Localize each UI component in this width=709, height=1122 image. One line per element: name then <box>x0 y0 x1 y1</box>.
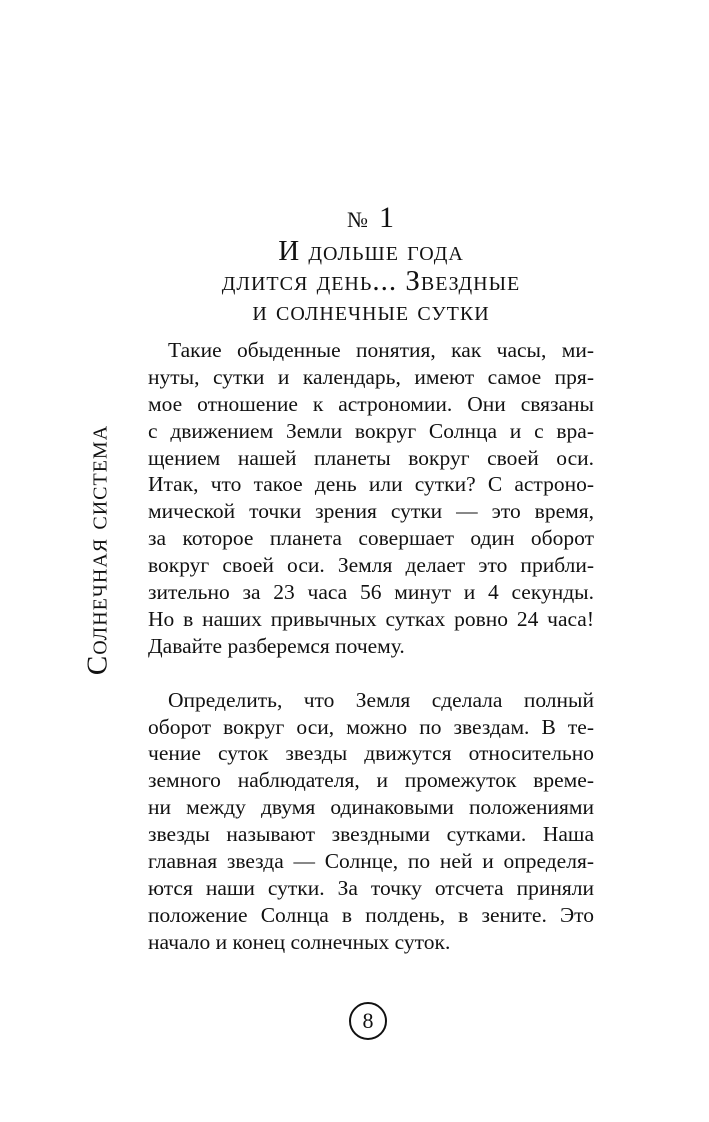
text-line: звезды называют звездными сутками. Наша <box>148 822 594 847</box>
chapter-title-line-1: И дольше года <box>278 235 464 267</box>
text-line: вокруг своей оси. Земля делает это прибли- <box>148 553 594 578</box>
text-line: щением нашей планеты вокруг своей оси. <box>148 445 594 470</box>
text-line: чение суток звезды движутся относительно <box>148 741 594 766</box>
text-line: Но в наших привычных сутках ровно 24 часа! <box>148 606 594 631</box>
body-text <box>148 337 594 956</box>
running-head-side-title: Солнечная система <box>81 424 114 676</box>
text-line: Определить, что Земля сделала полный <box>168 687 594 712</box>
chapter-header <box>148 200 594 326</box>
chapter-number-value: 1 <box>379 201 395 234</box>
chapter-title-line-2: длится день... Звездные <box>221 265 521 297</box>
text-line: за которое планета совершает один оборот <box>148 526 594 551</box>
text-line: главная звезда — Солнце, по ней и определя- <box>148 849 594 874</box>
text-line: положение Солнца в полдень, в зените. Это <box>148 902 594 927</box>
text-line: зительно за 23 часа 56 минут и 4 секунды. <box>148 580 594 605</box>
chapter-title-line-3: и солнечные сутки <box>252 295 490 327</box>
text-line: Итак, что такое день или сутки? С астроно- <box>148 472 594 497</box>
chapter-number <box>148 200 594 236</box>
text-line: ются наши сутки. За точку отсчета приняли <box>148 875 594 900</box>
text-line: земного наблюдателя, и промежуток време- <box>148 768 594 793</box>
text-line: начало и конец солнечных суток. <box>148 929 451 954</box>
text-line: мической точки зрения сутки — это время, <box>148 499 594 524</box>
paragraph-2 <box>148 687 594 956</box>
text-line: Давайте разберемся почему. <box>148 633 405 658</box>
text-line: ни между двумя одинаковыми положениями <box>148 795 594 820</box>
text-line: нуты, сутки и календарь, имеют самое пря- <box>148 364 594 389</box>
text-line: мое отношение к астрономии. Они связаны <box>148 391 594 416</box>
page-number: 8 <box>349 1002 387 1040</box>
text-line: с движением Земли вокруг Солнца и с вра- <box>148 418 594 443</box>
text-line: оборот вокруг оси, можно по звездам. В те- <box>148 714 594 739</box>
number-sign: № <box>347 207 369 232</box>
text-line: Такие обыденные понятия, как часы, ми- <box>168 338 594 362</box>
paragraph-gap <box>148 660 594 687</box>
paragraph-1 <box>148 337 594 660</box>
